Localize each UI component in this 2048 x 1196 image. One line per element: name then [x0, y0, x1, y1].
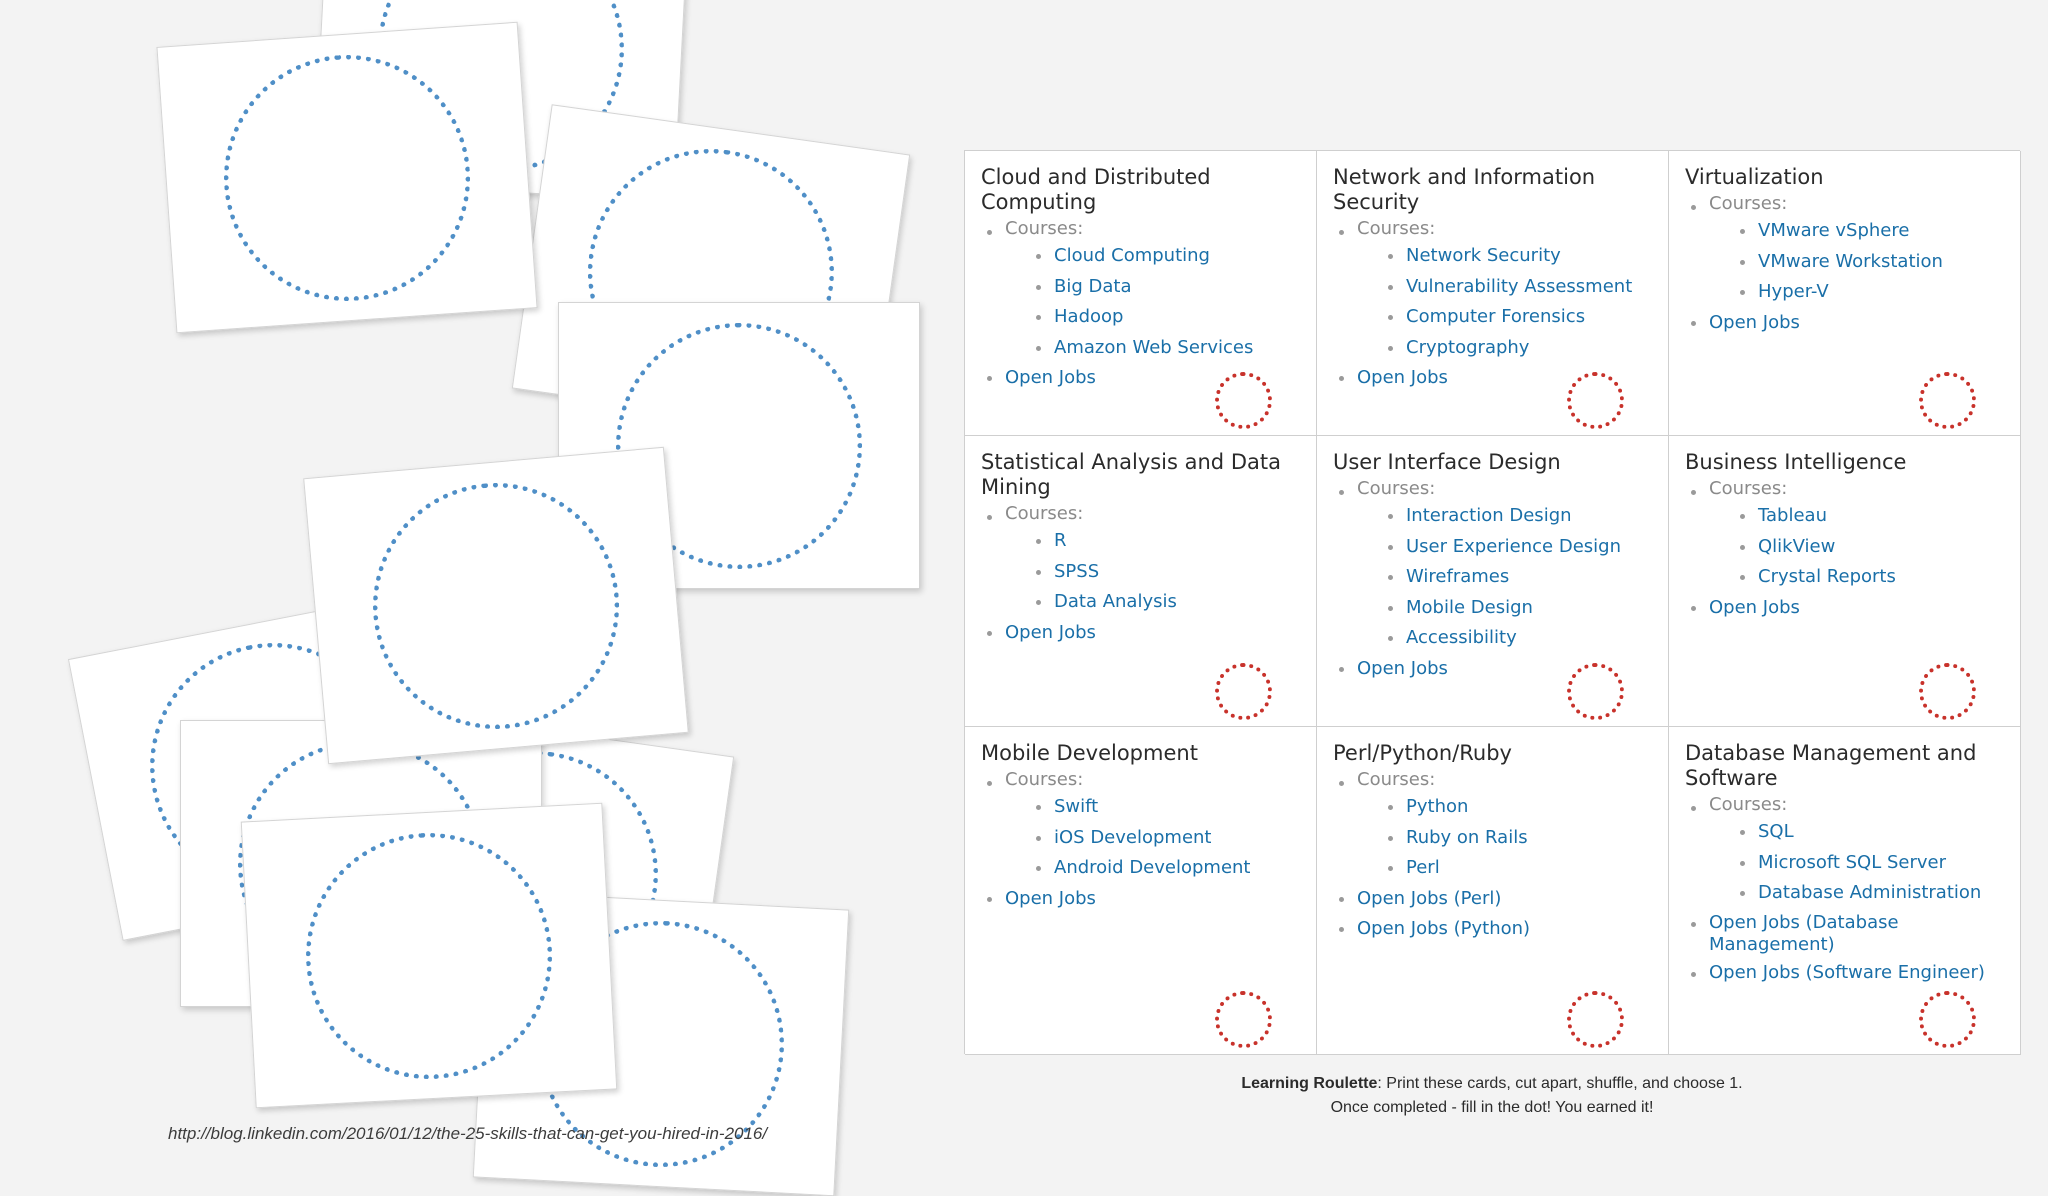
- course-link[interactable]: Accessibility: [1406, 627, 1517, 648]
- course-item: [1709, 562, 2004, 593]
- skill-title: Mobile Development: [981, 741, 1198, 765]
- course-list: [1709, 501, 2004, 593]
- open-jobs-item: [1685, 959, 2004, 987]
- open-jobs-link[interactable]: Open Jobs: [1709, 311, 1800, 333]
- skill-card: [965, 151, 1317, 436]
- course-link[interactable]: Python: [1406, 796, 1469, 817]
- skill-title: Database Management and Software: [1685, 741, 1977, 790]
- course-item: [1005, 333, 1300, 364]
- course-link[interactable]: Cryptography: [1406, 336, 1530, 358]
- skill-title: Business Intelligence: [1685, 450, 1907, 474]
- skill-list: [981, 502, 1300, 648]
- open-jobs-link[interactable]: Open Jobs: [1005, 367, 1096, 388]
- courses-item: [1685, 793, 2004, 909]
- course-item: [1005, 302, 1300, 333]
- courses-label: Courses:: [1709, 478, 1788, 499]
- course-link[interactable]: SQL: [1758, 821, 1794, 842]
- open-jobs-link[interactable]: Open Jobs: [1357, 367, 1448, 388]
- course-link[interactable]: Database Administration: [1758, 882, 1982, 903]
- courses-label: Courses:: [1005, 769, 1084, 790]
- course-link[interactable]: SPSS: [1054, 560, 1100, 582]
- footnote-line-2: Once completed - fill in the dot! You earned it!: [1330, 1099, 1654, 1116]
- skills-grid: [964, 150, 2020, 1054]
- completion-dot[interactable]: [1919, 991, 1976, 1048]
- course-item: [1005, 272, 1300, 303]
- footnote: [964, 1072, 2020, 1120]
- course-item: [1709, 277, 2004, 308]
- course-link[interactable]: Perl: [1406, 857, 1440, 878]
- course-link[interactable]: Tableau: [1758, 505, 1827, 526]
- skill-card: [1669, 151, 2021, 436]
- course-item: [1005, 526, 1300, 557]
- course-link[interactable]: Ruby on Rails: [1406, 826, 1528, 848]
- courses-item: [1333, 768, 1652, 884]
- course-link[interactable]: User Experience Design: [1406, 535, 1621, 557]
- courses-label: Courses:: [1357, 478, 1436, 499]
- course-item: [1005, 823, 1300, 854]
- skill-title: User Interface Design: [1333, 450, 1561, 474]
- course-item: [1357, 241, 1652, 272]
- footnote-bold: Learning Roulette: [1241, 1075, 1378, 1092]
- course-list: [1709, 817, 2004, 909]
- course-link[interactable]: Swift: [1054, 796, 1099, 817]
- course-link[interactable]: Hadoop: [1054, 306, 1124, 327]
- courses-item: [1685, 477, 2004, 593]
- skill-card: [1669, 727, 2021, 1055]
- courses-label: Courses:: [1005, 503, 1084, 524]
- course-item: [1005, 557, 1300, 588]
- completion-dot[interactable]: [1215, 991, 1272, 1048]
- skill-title: Cloud and Distributed Computing: [981, 165, 1211, 214]
- courses-item: [981, 217, 1300, 363]
- course-item: [1357, 302, 1652, 333]
- skill-card: [1317, 151, 1669, 436]
- open-jobs-link[interactable]: Open Jobs: [1005, 887, 1096, 909]
- course-link[interactable]: QlikView: [1758, 535, 1836, 557]
- course-link[interactable]: Cloud Computing: [1054, 245, 1210, 266]
- course-item: [1005, 853, 1300, 884]
- open-jobs-item: [1685, 909, 2004, 959]
- course-item: [1005, 792, 1300, 823]
- course-item: [1357, 333, 1652, 364]
- course-item: [1709, 532, 2004, 563]
- courses-label: Courses:: [1357, 218, 1436, 239]
- course-item: [1709, 848, 2004, 879]
- courses-label: Courses:: [1357, 769, 1436, 790]
- card-ring: [363, 472, 630, 739]
- card-ring: [216, 46, 479, 309]
- course-list: [1357, 241, 1652, 363]
- course-link[interactable]: Amazon Web Services: [1054, 336, 1254, 358]
- skill-title: Statistical Analysis and Data Mining: [981, 450, 1281, 499]
- course-link[interactable]: VMware vSphere: [1758, 220, 1910, 241]
- course-item: [1357, 593, 1652, 624]
- footnote-text: : Print these cards, cut apart, shuffle, and choose 1.: [1377, 1075, 1743, 1092]
- course-list: [1357, 501, 1652, 654]
- course-link[interactable]: Mobile Design: [1406, 596, 1533, 618]
- courses-label: Courses:: [1709, 794, 1788, 815]
- course-item: [1005, 241, 1300, 272]
- completion-dot[interactable]: [1215, 663, 1272, 720]
- skill-list: [1685, 793, 2004, 987]
- open-jobs-item: [981, 884, 1300, 914]
- open-jobs-link[interactable]: Open Jobs (Python): [1357, 917, 1531, 939]
- skill-list: [981, 768, 1300, 914]
- courses-item: [981, 768, 1300, 884]
- open-jobs-item: [1685, 308, 2004, 338]
- course-list: [1709, 216, 2004, 308]
- course-link[interactable]: Microsoft SQL Server: [1758, 851, 1947, 873]
- course-link[interactable]: Computer Forensics: [1406, 306, 1586, 327]
- skill-list: [1333, 768, 1652, 944]
- skill-list: [1333, 217, 1652, 393]
- open-jobs-link[interactable]: Open Jobs: [1709, 596, 1800, 618]
- course-link[interactable]: Network Security: [1406, 245, 1561, 266]
- course-item: [1709, 247, 2004, 278]
- course-link[interactable]: R: [1054, 530, 1067, 551]
- courses-label: Courses:: [1709, 193, 1788, 214]
- course-link[interactable]: Hyper-V: [1758, 281, 1829, 302]
- card-ring: [300, 826, 559, 1085]
- course-item: [1357, 623, 1652, 654]
- blank-card: [241, 803, 618, 1109]
- open-jobs-item: [981, 618, 1300, 648]
- completion-dot[interactable]: [1567, 663, 1624, 720]
- completion-dot[interactable]: [1919, 372, 1976, 429]
- course-list: [1005, 526, 1300, 618]
- skill-list: [1685, 477, 2004, 623]
- courses-label: Courses:: [1005, 218, 1084, 239]
- source-url: http://blog.linkedin.com/2016/01/12/the-25-skills-that-can-get-you-hired-in-2016/: [168, 1124, 768, 1143]
- skill-card: [1317, 727, 1669, 1055]
- skill-list: [981, 217, 1300, 393]
- course-list: [1005, 241, 1300, 363]
- courses-item: [981, 502, 1300, 618]
- skill-list: [1685, 192, 2004, 338]
- open-jobs-item: [1333, 884, 1652, 914]
- skill-card: [965, 436, 1317, 727]
- course-list: [1357, 792, 1652, 884]
- skill-title: Network and Information Security: [1333, 165, 1596, 214]
- course-item: [1005, 587, 1300, 618]
- completion-dot[interactable]: [1215, 372, 1272, 429]
- course-link[interactable]: Crystal Reports: [1758, 566, 1896, 587]
- open-jobs-link[interactable]: Open Jobs: [1357, 657, 1448, 679]
- course-item: [1357, 823, 1652, 854]
- course-item: [1709, 878, 2004, 909]
- open-jobs-link[interactable]: Open Jobs (Database Management): [1709, 911, 1899, 955]
- course-item: [1357, 501, 1652, 532]
- course-item: [1357, 792, 1652, 823]
- course-link[interactable]: VMware Workstation: [1758, 250, 1943, 272]
- course-item: [1709, 501, 2004, 532]
- courses-item: [1333, 477, 1652, 654]
- course-item: [1357, 853, 1652, 884]
- skill-list: [1333, 477, 1652, 684]
- open-jobs-item: [1685, 593, 2004, 623]
- course-list: [1005, 792, 1300, 884]
- course-item: [1357, 532, 1652, 563]
- footnote-line-1: [964, 1072, 2020, 1096]
- skill-card: [965, 727, 1317, 1055]
- courses-item: [1333, 217, 1652, 363]
- course-link[interactable]: Wireframes: [1406, 566, 1510, 587]
- course-link[interactable]: Interaction Design: [1406, 505, 1572, 526]
- courses-item: [1685, 192, 2004, 308]
- skill-title: Perl/Python/Ruby: [1333, 741, 1512, 765]
- open-jobs-item: [1333, 914, 1652, 944]
- course-item: [1357, 562, 1652, 593]
- skill-title: Virtualization: [1685, 165, 1824, 189]
- completion-dot[interactable]: [1919, 663, 1976, 720]
- blank-card: [156, 22, 537, 334]
- course-item: [1709, 817, 2004, 848]
- course-link[interactable]: Big Data: [1054, 275, 1132, 297]
- completion-dot[interactable]: [1567, 372, 1624, 429]
- course-link[interactable]: Data Analysis: [1054, 591, 1177, 612]
- course-link[interactable]: Vulnerability Assessment: [1406, 275, 1633, 297]
- open-jobs-link[interactable]: Open Jobs (Perl): [1357, 887, 1502, 909]
- completion-dot[interactable]: [1567, 991, 1624, 1048]
- open-jobs-link[interactable]: Open Jobs: [1005, 621, 1096, 643]
- course-item: [1709, 216, 2004, 247]
- course-item: [1357, 272, 1652, 303]
- open-jobs-link[interactable]: Open Jobs (Software Engineer): [1709, 961, 1985, 983]
- skill-card: [1669, 436, 2021, 727]
- course-link[interactable]: iOS Development: [1054, 826, 1212, 848]
- course-link[interactable]: Android Development: [1054, 857, 1251, 878]
- blank-card: [303, 447, 689, 764]
- skill-card: [1317, 436, 1669, 727]
